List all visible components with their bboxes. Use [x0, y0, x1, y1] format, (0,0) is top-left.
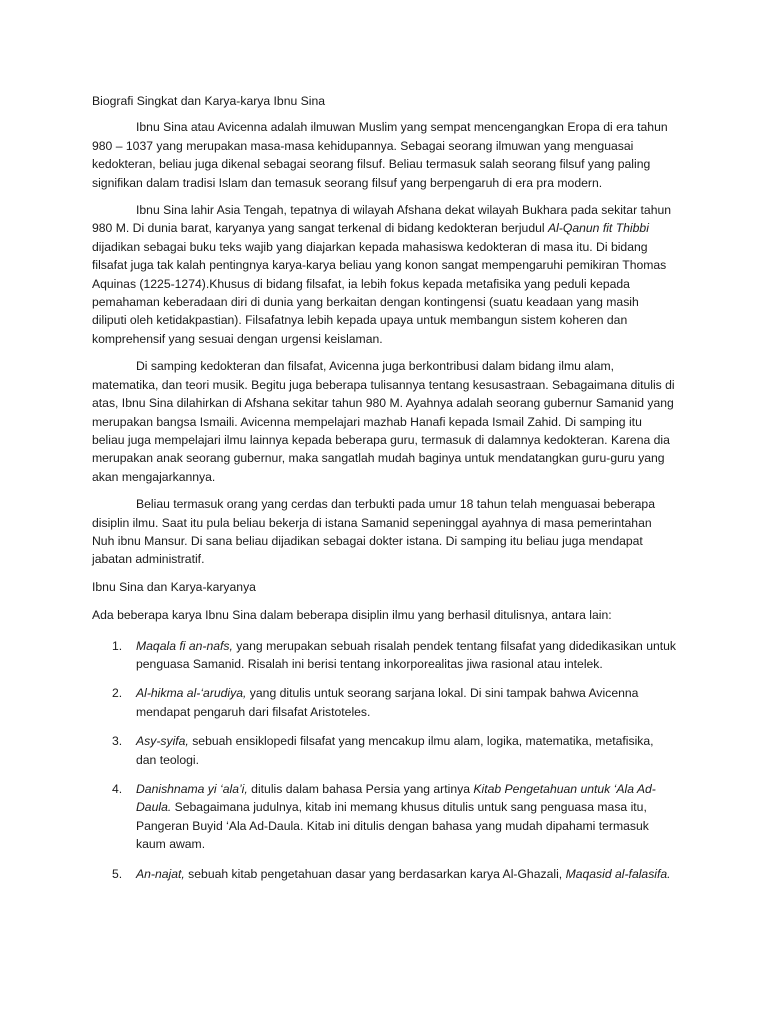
paragraph-3: Di samping kedokteran dan filsafat, Avicenna juga berkontribusi dalam bidang ilmu alam, matematika, dan teori musik. Begitu juga beberapa tulisannya tentang kesusastraan. Sebagaimana ditulis di atas, Ibnu Sina dilahirkan di Afshana sekitar tahun 980 M. Ayahnya adalah seorang gubernur Samanid yang merupakan bangsa Ismaili. Avicenna mempelajari mazhab Hanafi kepada Ismail Zahid. Di samping itu beliau juga mempelajari ilmu lainnya kepada beberapa guru, termasuk di dalamnya kedokteran. Karena dia merupakan anak seorang gubernur, maka sangatlah mudah baginya untuk mendatangkan guru-guru yang akan mengajarkannya.: [92, 359, 675, 484]
works-list-item: [92, 732, 676, 769]
list-number: 3.: [112, 734, 123, 749]
paragraph-2-text-a: Ibnu Sina lahir Asia Tengah, tepatnya di wilayah Afshana dekat wilayah Bukhara pada sekitar tahun 980 M. Di dunia barat, karyanya yang sangat terkenal di bidang kedokteran berjudul: [92, 203, 672, 236]
work-title: Maqala fi an-nafs,: [136, 638, 233, 653]
paragraph-2: [92, 201, 676, 348]
paragraph-2-book-title: Al-Qanun fit Thibbi: [547, 221, 649, 236]
section-subheading: Ibnu Sina dan Karya-karyanya: [92, 579, 256, 594]
works-list: [92, 637, 676, 883]
list-number: 4.: [112, 782, 123, 796]
work-secondary-title: Maqasid al-falasifa.: [565, 866, 671, 881]
works-list-item: [92, 865, 676, 883]
list-number: 2.: [112, 686, 123, 701]
paragraph-4: Beliau termasuk orang yang cerdas dan terbukti pada umur 18 tahun telah menguasai beberapa disiplin ilmu. Saat itu pula beliau bekerja di istana Samanid sepeninggal ayahnya di masa pemerintahan Nuh ibnu Mansur. Di sana beliau dijadikan sebagai dokter istana. Di samping itu beliau juga mendapat jabatan administratif.: [92, 497, 655, 567]
work-title: An-najat,: [136, 866, 185, 881]
work-description: yang merupakan sebuah risalah pendek tentang filsafat yang didedikasikan untuk penguasa Samanid. Risalah ini berisi tentang inkorporealitas jiwa rasional atau intelek.: [136, 638, 677, 671]
work-secondary-title: Kitab Pengetahuan untuk ‘Ala Ad-Daula.: [136, 782, 656, 815]
works-list-item: [92, 637, 676, 674]
work-description-continued: Sebagaimana judulnya, kitab ini memang khusus ditulis untuk sang penguasa masa itu, Pangeran Buyid ‘Ala Ad-Daula. Kitab ini ditulis dengan bahasa yang mudah dipahami termasuk kaum awam.: [136, 800, 649, 852]
work-description: sebuah kitab pengetahuan dasar yang berdasarkan karya Al-Ghazali,: [184, 866, 566, 881]
work-title: Asy-syifa,: [136, 734, 189, 749]
work-title: Al-hikma al-‘arudiya,: [136, 686, 247, 701]
document-heading: Biografi Singkat dan Karya-karya Ibnu Sina: [92, 94, 326, 108]
work-description: yang ditulis untuk seorang sarjana lokal. Di sini tampak bahwa Avicenna mendapat pengaruh dari filsafat Aristoteles.: [136, 686, 639, 719]
works-list-item: [92, 780, 676, 854]
list-number: 1.: [112, 638, 123, 653]
works-list-item: [92, 684, 676, 721]
list-number: 5.: [112, 866, 123, 881]
work-description: ditulis dalam bahasa Persia yang artinya: [247, 782, 474, 796]
works-intro: Ada beberapa karya Ibnu Sina dalam beberapa disiplin ilmu yang berhasil ditulisnya, antara lain:: [92, 608, 612, 623]
work-title: Danishnama yi ‘ala’i,: [136, 782, 248, 796]
paragraph-2-text-b: dijadikan sebagai buku teks wajib yang diajarkan kepada mahasiswa kedokteran di masa itu. Di bidang filsafat juga tak kalah pentingnya karya-karya beliau yang konon sangat mempengaruhi pemikiran Thomas Aquinas (1225-1274).Khusus di bidang filsafat, ia lebih fokus kepada metafisika yang peduli kepada pemahaman keberadaan diri di dunia yang berkaitan dengan kontingensi (suatu keadaan yang masih diliputi oleh ketidakpastian). Filsafatnya lebih kepada upaya untuk membangun sistem koheren dan komprehensif yang sesuai dengan urgensi keislaman.: [92, 239, 667, 346]
work-description: sebuah ensiklopedi filsafat yang mencakup ilmu alam, logika, matematika, metafisika, dan teologi.: [136, 734, 654, 767]
paragraph-1: Ibnu Sina atau Avicenna adalah ilmuwan Muslim yang sempat mencengangkan Eropa di era tahun 980 – 1037 yang merupakan masa-masa kehidupannya. Sebagai seorang ilmuwan yang menguasai kedokteran, beliau juga dikenal sebagai seorang filsuf. Beliau termasuk salah seorang filsuf yang paling signifikan dalam tradisi Islam dan temasuk seorang filsuf yang berpengaruh di era pra modern.: [92, 120, 668, 190]
